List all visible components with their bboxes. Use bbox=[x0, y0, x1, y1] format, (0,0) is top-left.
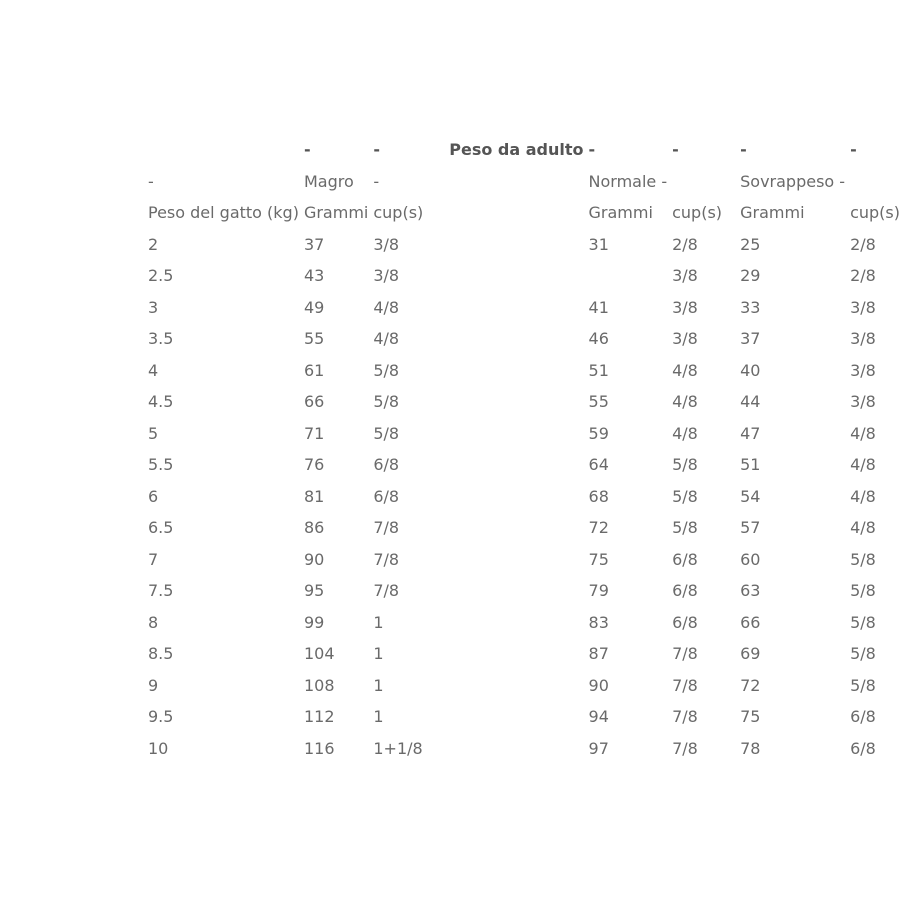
table-cell: 54 bbox=[740, 486, 761, 506]
table-cell bbox=[444, 733, 583, 765]
table-cell: 44 bbox=[740, 392, 761, 411]
table-cell: 49 bbox=[303, 297, 325, 317]
table-row bbox=[143, 355, 900, 387]
table-cell: - bbox=[373, 140, 380, 159]
table-cell: 33 bbox=[740, 297, 761, 317]
table-cell: 66 bbox=[303, 392, 325, 411]
table-cell bbox=[444, 449, 583, 481]
table-cell: 112 bbox=[303, 707, 335, 726]
table-cell: 7/8 bbox=[672, 738, 698, 758]
table-cell bbox=[444, 418, 583, 450]
table-cell: 6.5 bbox=[148, 518, 174, 537]
table-cell: 72 bbox=[588, 518, 609, 537]
table-cell: 4/8 bbox=[850, 486, 876, 506]
table-cell: 3/8 bbox=[373, 266, 400, 285]
table-cell: 7/8 bbox=[672, 644, 698, 663]
table-cell: 8 bbox=[148, 612, 159, 632]
table-cell bbox=[444, 607, 583, 639]
table-cell: 116 bbox=[303, 738, 335, 758]
table-cell: 5/8 bbox=[850, 644, 876, 663]
table-cell: 6/8 bbox=[672, 612, 698, 632]
table-cell: 3/8 bbox=[850, 297, 876, 317]
table-cell: 37 bbox=[303, 234, 325, 254]
table-cell: 31 bbox=[588, 234, 609, 254]
table-cell: 55 bbox=[303, 329, 325, 348]
table-cell: 1 bbox=[373, 612, 384, 632]
table-cell bbox=[444, 481, 583, 513]
table-cell: 81 bbox=[303, 486, 325, 506]
table-cell: - bbox=[148, 171, 154, 191]
table-cell: 10 bbox=[148, 738, 169, 758]
table-row bbox=[143, 607, 900, 639]
table-cell: 4/8 bbox=[850, 518, 876, 537]
table-cell: 2 bbox=[148, 234, 159, 254]
table-header-row bbox=[143, 197, 900, 229]
table-cell: 5/8 bbox=[373, 423, 400, 443]
table-cell: 1 bbox=[373, 707, 384, 726]
table-cell: 3/8 bbox=[850, 392, 876, 411]
table-cell: 72 bbox=[740, 675, 761, 695]
table-row bbox=[143, 701, 900, 733]
table-row bbox=[143, 418, 900, 450]
table-row bbox=[143, 292, 900, 324]
table-row bbox=[143, 575, 900, 607]
table-cell: 7.5 bbox=[148, 581, 174, 600]
table-cell bbox=[444, 292, 583, 324]
table-cell: Normale - bbox=[588, 171, 668, 191]
table-cell: 6/8 bbox=[850, 707, 876, 726]
table-cell: 3/8 bbox=[672, 297, 698, 317]
table-cell: 5/8 bbox=[373, 360, 400, 380]
table-row bbox=[143, 733, 900, 765]
table-cell: - bbox=[740, 140, 747, 159]
table-cell: Magro bbox=[303, 171, 354, 191]
table-cell: 4/8 bbox=[850, 455, 876, 474]
table-cell bbox=[444, 701, 583, 733]
table-row bbox=[143, 229, 900, 261]
table-cell: 57 bbox=[740, 518, 761, 537]
table-cell: Grammi bbox=[303, 203, 369, 222]
table-cell: 2/8 bbox=[672, 234, 698, 254]
table-cell bbox=[444, 575, 583, 607]
table-cell: 3/8 bbox=[850, 329, 876, 348]
table-cell: 4/8 bbox=[672, 360, 698, 380]
table-cell: 94 bbox=[588, 707, 609, 726]
table-cell: 2/8 bbox=[850, 266, 876, 285]
table-cell: 5/8 bbox=[850, 612, 876, 632]
table-cell: 95 bbox=[303, 581, 325, 600]
table-cell: 8.5 bbox=[148, 644, 174, 663]
table-cell bbox=[444, 638, 583, 670]
table-cell bbox=[444, 323, 583, 355]
table-cell: cup(s) bbox=[672, 203, 723, 222]
table-cell: 64 bbox=[588, 455, 609, 474]
feeding-table-body bbox=[143, 134, 900, 764]
table-cell: 3/8 bbox=[672, 266, 698, 285]
table-cell bbox=[444, 166, 583, 198]
table-cell: 3 bbox=[148, 297, 159, 317]
table-cell: Sovrappeso - bbox=[740, 171, 846, 191]
table-cell: 37 bbox=[740, 329, 761, 348]
table-cell: 83 bbox=[588, 612, 609, 632]
table-cell: Peso da adulto bbox=[449, 140, 584, 159]
table-group-row bbox=[143, 166, 900, 198]
table-cell: 4 bbox=[148, 360, 159, 380]
table-cell: Peso del gatto (kg) bbox=[148, 203, 299, 222]
table-cell bbox=[444, 229, 583, 261]
table-cell: 5/8 bbox=[373, 392, 400, 411]
table-cell: 4/8 bbox=[672, 423, 698, 443]
table-cell: 71 bbox=[303, 423, 325, 443]
table-cell: 3/8 bbox=[850, 360, 876, 380]
table-cell: 5/8 bbox=[672, 486, 698, 506]
table-cell: 61 bbox=[303, 360, 325, 380]
table-cell: 3/8 bbox=[373, 234, 400, 254]
table-cell bbox=[444, 670, 583, 702]
table-cell bbox=[444, 197, 583, 229]
table-cell: 4/8 bbox=[373, 329, 400, 348]
table-cell: 9.5 bbox=[148, 707, 174, 726]
table-cell: 63 bbox=[740, 581, 761, 600]
table-cell: 5.5 bbox=[148, 455, 174, 474]
table-cell bbox=[444, 386, 583, 418]
table-cell: 4/8 bbox=[373, 297, 400, 317]
table-cell: 76 bbox=[303, 455, 325, 474]
table-cell: 6/8 bbox=[850, 738, 876, 758]
table-cell: 6/8 bbox=[373, 455, 400, 474]
table-cell: 7/8 bbox=[672, 675, 698, 695]
table-cell: 75 bbox=[588, 549, 609, 569]
table-cell: 87 bbox=[588, 644, 609, 663]
table-row bbox=[143, 449, 900, 481]
table-cell: 66 bbox=[740, 612, 761, 632]
table-cell: 7/8 bbox=[373, 549, 400, 569]
table-cell: 4.5 bbox=[148, 392, 174, 411]
table-cell: Grammi bbox=[740, 203, 805, 222]
table-cell: 1+1/8 bbox=[373, 738, 423, 758]
table-cell: 9 bbox=[148, 675, 159, 695]
table-cell: 41 bbox=[588, 297, 609, 317]
table-cell: 4/8 bbox=[672, 392, 698, 411]
table-cell: 99 bbox=[303, 612, 325, 632]
table-cell bbox=[444, 260, 583, 292]
table-cell bbox=[143, 134, 299, 166]
table-cell bbox=[584, 260, 668, 292]
table-cell: 7/8 bbox=[373, 518, 400, 537]
table-cell: 29 bbox=[740, 266, 761, 285]
table-title-row bbox=[143, 134, 900, 166]
table-cell: 6/8 bbox=[672, 549, 698, 569]
table-cell: 6/8 bbox=[373, 486, 400, 506]
table-cell: 6 bbox=[148, 486, 159, 506]
table-cell: 51 bbox=[740, 455, 761, 474]
table-cell: 1 bbox=[373, 675, 384, 695]
table-row bbox=[143, 386, 900, 418]
table-cell: 7 bbox=[148, 549, 159, 569]
table-cell: cup(s) bbox=[850, 203, 900, 222]
table-cell: 46 bbox=[588, 329, 609, 348]
table-cell: 59 bbox=[588, 423, 609, 443]
table-cell: 108 bbox=[303, 675, 335, 695]
table-cell: 1 bbox=[373, 644, 384, 663]
table-row bbox=[143, 638, 900, 670]
table-cell: 40 bbox=[740, 360, 761, 380]
feeding-table bbox=[143, 134, 900, 764]
table-cell: - bbox=[303, 140, 311, 159]
table-cell: 7/8 bbox=[672, 707, 698, 726]
table-cell: 3.5 bbox=[148, 329, 174, 348]
table-cell: 5/8 bbox=[850, 581, 876, 600]
table-cell: 78 bbox=[740, 738, 761, 758]
table-cell: - bbox=[850, 140, 857, 159]
table-cell: 90 bbox=[588, 675, 609, 695]
table-cell bbox=[667, 166, 735, 198]
table-cell: 5/8 bbox=[850, 675, 876, 695]
table-cell: cup(s) bbox=[373, 203, 424, 222]
table-cell: 5/8 bbox=[850, 549, 876, 569]
table-row bbox=[143, 481, 900, 513]
table-row bbox=[143, 670, 900, 702]
table-row bbox=[143, 512, 900, 544]
table-cell: 5/8 bbox=[672, 518, 698, 537]
table-cell: - bbox=[373, 171, 380, 191]
table-cell: 60 bbox=[740, 549, 761, 569]
table-cell: 5/8 bbox=[672, 455, 698, 474]
table-cell: 3/8 bbox=[672, 329, 698, 348]
table-cell: 79 bbox=[588, 581, 609, 600]
table-cell: 90 bbox=[303, 549, 325, 569]
table-cell: 43 bbox=[303, 266, 325, 285]
table-cell bbox=[444, 355, 583, 387]
table-cell: - bbox=[588, 140, 596, 159]
table-cell: 97 bbox=[588, 738, 609, 758]
table-cell: 25 bbox=[740, 234, 761, 254]
table-cell: 5 bbox=[148, 423, 159, 443]
table-cell: 7/8 bbox=[373, 581, 400, 600]
table-row bbox=[143, 544, 900, 576]
table-cell: Grammi bbox=[588, 203, 653, 222]
table-cell bbox=[444, 512, 583, 544]
table-cell bbox=[845, 166, 900, 198]
table-row bbox=[143, 323, 900, 355]
table-cell: 75 bbox=[740, 707, 761, 726]
table-cell: 4/8 bbox=[850, 423, 876, 443]
table-cell: 104 bbox=[303, 644, 335, 663]
table-cell: 68 bbox=[588, 486, 609, 506]
table-cell: 69 bbox=[740, 644, 761, 663]
table-cell bbox=[444, 544, 583, 576]
table-cell: - bbox=[672, 140, 679, 159]
table-cell: 2/8 bbox=[850, 234, 876, 254]
table-cell: 86 bbox=[303, 518, 325, 537]
table-cell: 47 bbox=[740, 423, 761, 443]
table-cell: 2.5 bbox=[148, 266, 174, 285]
table-cell: 6/8 bbox=[672, 581, 698, 600]
table-cell: 51 bbox=[588, 360, 609, 380]
table-row bbox=[143, 260, 900, 292]
table-cell: 55 bbox=[588, 392, 609, 411]
